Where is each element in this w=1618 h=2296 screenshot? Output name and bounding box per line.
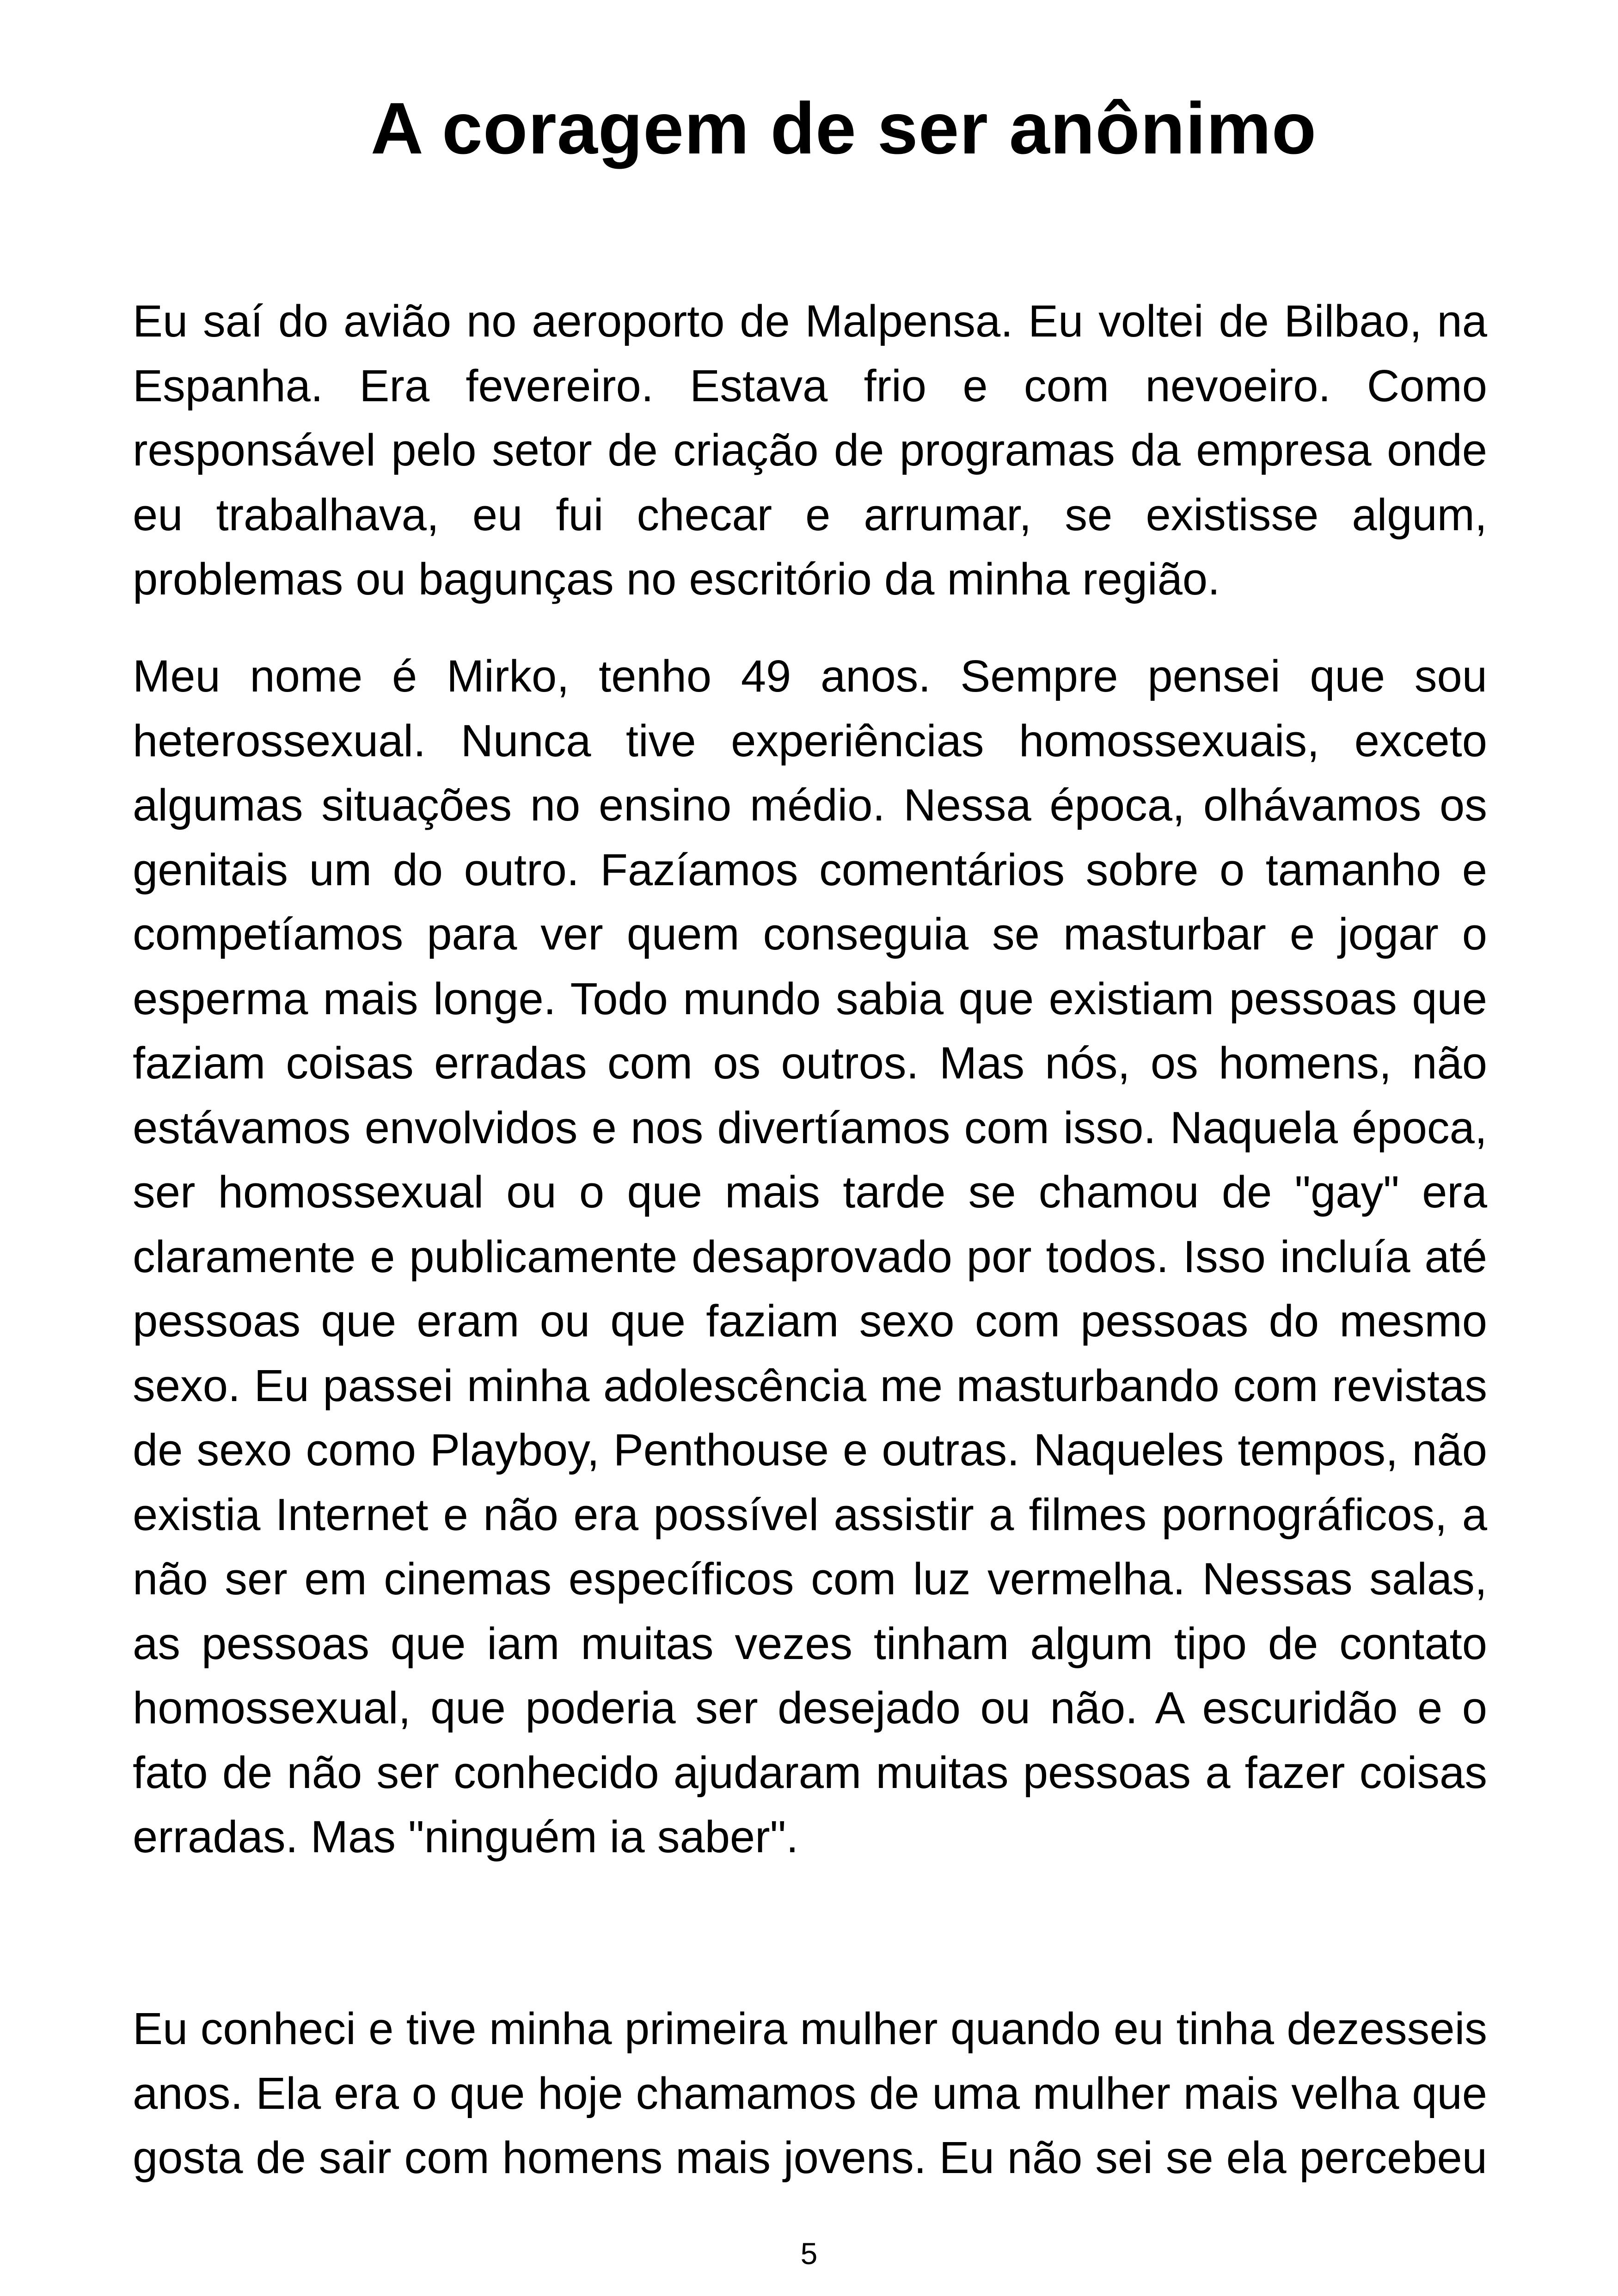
paragraph-line: as pessoas que iam muitas vezes tinham algum tipo de contato bbox=[133, 1618, 1487, 1669]
paragraph-line: eu trabalhava, eu fui checar e arrumar, se existisse algum, bbox=[133, 489, 1487, 540]
paragraph-line: algumas situações no ensino médio. Nessa época, olhávamos os bbox=[133, 780, 1487, 830]
paragraph-line: homossexual, que poderia ser desejado ou não. A escuridão e o bbox=[133, 1683, 1487, 1733]
paragraph-line: competíamos para ver quem conseguia se masturbar e jogar o bbox=[133, 909, 1487, 959]
paragraph-line: faziam coisas erradas com os outros. Mas nós, os homens, não bbox=[133, 1038, 1487, 1088]
paragraph-3 bbox=[133, 1996, 1487, 2190]
paragraph-line: esperma mais longe. Todo mundo sabia que existiam pessoas que bbox=[133, 973, 1487, 1024]
page-title: A coragem de ser anônimo bbox=[370, 88, 1317, 169]
paragraph-line: ser homossexual ou o que mais tarde se chamou de "gay" era bbox=[133, 1167, 1487, 1217]
paragraph-line: Eu saí do avião no aeroporto de Malpensa. Eu voltei de Bilbao, na bbox=[133, 296, 1487, 346]
page-number: 5 bbox=[800, 2236, 818, 2271]
paragraph-2 bbox=[133, 644, 1487, 1869]
paragraph-1 bbox=[133, 289, 1487, 612]
paragraph-line: gosta de sair com homens mais jovens. Eu não sei se ela percebeu bbox=[133, 2132, 1487, 2183]
paragraph-line: genitais um do outro. Fazíamos comentários sobre o tamanho e bbox=[133, 844, 1487, 895]
paragraph-line: anos. Ela era o que hoje chamamos de uma mulher mais velha que bbox=[133, 2068, 1487, 2118]
paragraph-line: estávamos envolvidos e nos divertíamos com isso. Naquela época, bbox=[133, 1102, 1487, 1153]
paragraph-line: fato de não ser conhecido ajudaram muitas pessoas a fazer coisas bbox=[133, 1747, 1487, 1798]
paragraph-line: claramente e publicamente desaprovado por todos. Isso incluía até bbox=[133, 1231, 1487, 1282]
paragraph-line: Eu conheci e tive minha primeira mulher quando eu tinha dezesseis bbox=[133, 2003, 1487, 2054]
paragraph-line: problemas ou bagunças no escritório da minha região. bbox=[133, 554, 1220, 604]
paragraph-line: existia Internet e não era possível assistir a filmes pornográficos, a bbox=[133, 1489, 1487, 1540]
paragraph-line: Espanha. Era fevereiro. Estava frio e com nevoeiro. Como bbox=[133, 360, 1487, 411]
paragraph-line: de sexo como Playboy, Penthouse e outras. Naqueles tempos, não bbox=[133, 1425, 1487, 1475]
paragraph-line: heterossexual. Nunca tive experiências homossexuais, exceto bbox=[133, 715, 1487, 766]
paragraph-line: pessoas que eram ou que faziam sexo com pessoas do mesmo bbox=[133, 1296, 1487, 1346]
paragraph-line: sexo. Eu passei minha adolescência me masturbando com revistas bbox=[133, 1360, 1487, 1411]
paragraph-line: responsável pelo setor de criação de programas da empresa onde bbox=[133, 425, 1487, 475]
paragraph-line: erradas. Mas "ninguém ia saber". bbox=[133, 1812, 799, 1862]
paragraph-line: Meu nome é Mirko, tenho 49 anos. Sempre pensei que sou bbox=[133, 651, 1487, 701]
paragraph-line: não ser em cinemas específicos com luz vermelha. Nessas salas, bbox=[133, 1554, 1487, 1604]
